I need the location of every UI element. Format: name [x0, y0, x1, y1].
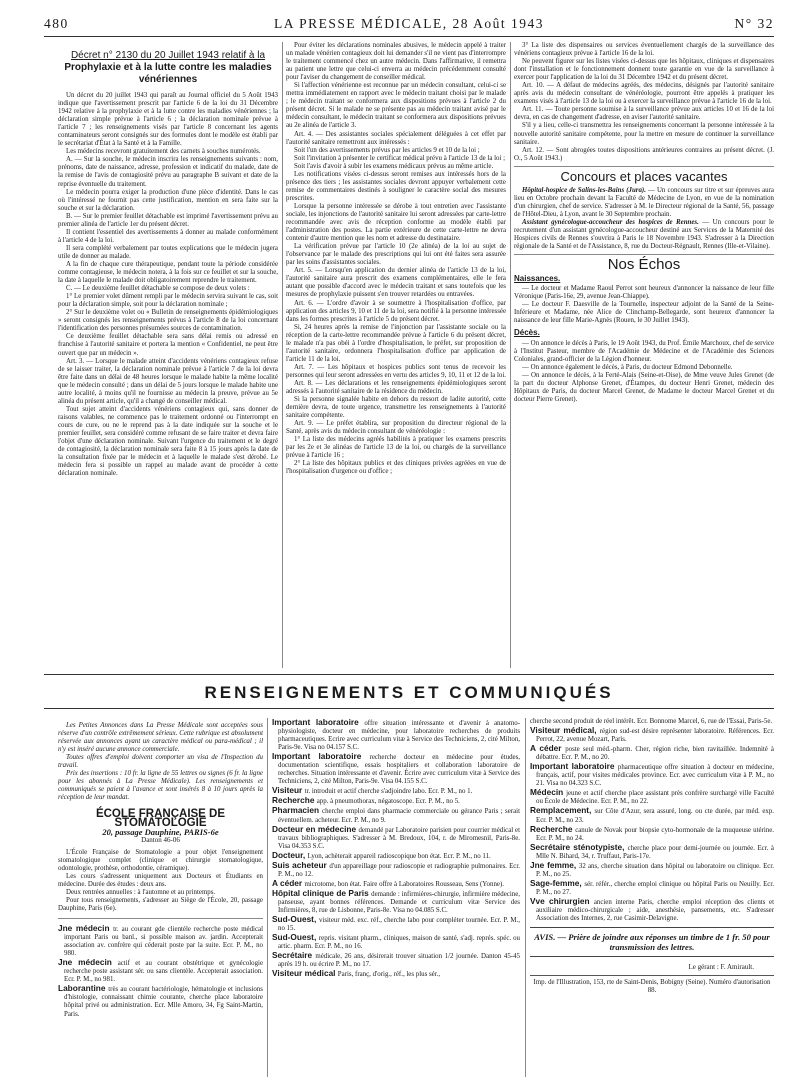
decree-paragraph: Un décret du 20 juillet 1943 qui paraît au Journal officiel du 5 Août 1943 indique que l'avertissement prescrit par l'article 6 de la loi du 31 Décembre 1942 relative à la prophylaxie et à la lutte contre les maladies vénériennes ; la déclaration simple prévue à l'article 6 ; la déclaration nominale prévue à l'article 7 ; les renseignements visés par l'article 8 concernant les agents contaminateurs seront consignés sur des formules dont le modèle est établi par le secrétariat d'État à la Santé et à la Famille.: [58, 92, 278, 148]
decree-paragraph: Soit l'avis d'avoir à subir les examens médicaux prévus au même article.: [294, 162, 494, 170]
classified-ad: [530, 788, 774, 806]
ad-body: recherche docteur en médecine pour études, documentation scientifique, essais hospitaliers et collaboration laboratoire de recherches. Situation intéressante et d'avenir. Écrire avec curriculum vitæ à Service des Techniciens, 2, cité Milton, Paris-9e. Visa 04.155 S.C.: [278, 754, 520, 786]
decree-paragraph: 2° Sur le deuxième volet ou « Bulletin de renseignements épidémiologiques » seront consignés les renseignements prévus à l'article 8 de la loi concernant l'identification des personnes présumées sources de contamination.: [58, 309, 278, 333]
issue-number: N° 32: [734, 16, 774, 31]
classified-ad: [530, 825, 774, 843]
intro-paragraph: Toutes offres d'emploi doivent comporter un visa de l'Inspection du travail.: [58, 754, 263, 770]
decree-paragraph: Les médecins recevront gratuitement des carnets à souches numérotés.: [66, 148, 261, 156]
ad-headline: Hôpital clinique de Paris: [272, 887, 372, 898]
concours-item-head: Assistant gynécologue-accoucheur des hospices de Rennes.: [522, 218, 703, 226]
concours-item-text: — Un concours pour le recrutement d'un assistant gynécologue-accoucheur destiné aux Services de la Maternité des Hospices civils de Rennes s'ouvrira à Paris le 18 Novembre 1943. S'adresser à la Direction régionale de la Santé et de l'Assistance, 8, rue du Docteur-Régnault, Rennes (Ille-et-Vilaine).: [514, 218, 774, 251]
ad-body: repris. visitant pharm., cliniques, maison de santé, s'adj. représ. spéc. ou artic. pharm. Ecr. P. M., no 16.: [278, 935, 520, 951]
section-divider: [58, 918, 263, 919]
ad-body: demandé par Laboratoire parisien pour courrier médical et travaux bibliographiques. S'adresser à M. Bredoux, 104, r. de Miromesnil, Paris-8e. Visa 04.353 S.C.: [278, 826, 520, 850]
school-paragraph: L'École Française de Stomatologie a pour objet l'enseignement stomatologique complet (clinique et chirurgie stomatologique, odontologie, prothèse, orthodontie, céramique).: [58, 848, 263, 872]
page-header: [44, 14, 774, 34]
intro-paragraph: Prix des insertions : 10 fr. la ligne de 55 lettres ou signes (6 fr. la ligne pour les abonnés à La Presse Médicale). Les renseignements et communiqués se paient à l'avance et sont insérés 8 à 10 jours après la réception de leur mandat.: [58, 770, 263, 802]
classified-ad: [530, 806, 774, 824]
decree-paragraph: La vérification prévue par l'article 10 (2e alinéa) de la loi au sujet de l'observance par le malade des prescriptions qui lui ont été faites sera assurée par les soins d'assistantes sociales.: [286, 243, 506, 267]
decree-paragraph: Pour éviter les déclarations nominales abusives, le médecin appelé à traiter un malade vénérien contagieux doit lui demander s'il ne vient pas d'interrompre le traitement commencé chez un autre médecin. Dans l'affirmative, il remettra au patient une lettre que celui-ci enverra au médecin précédemment consulté pour l'aviser du changement de conseiller médical.: [286, 42, 506, 82]
decree-paragraph: Lorsque la personne intéressée se dérobe à tout entretien avec l'assistante sociale, les injonctions de l'autorité sanitaire lui seront adressées par carte-lettre recommandée avec avis de réception conforme au modèle établi par l'administration des postes. La partie extérieure de cette carte-lettre ne devra contenir d'autre mention que les nom et adresse du destinataire.: [286, 202, 506, 243]
decree-paragraph: Tout sujet atteint d'accidents vénériens contagieux qui, sans donner de raisons valables, ne commence pas le traitement ordonné ou l'interrompt en cours de cure, ou ne le reprend pas à la date indiquée sur la souche et le premier feuillet, sera considéré comme refusant de se faire traiter et devra faire l'objet d'une déclaration nominale. Suivant l'urgence du traitement et le degré de contagiosité, la déclaration nominale sera faite 8 à 15 jours après la date de la consultation fixée par le médecin et à laquelle le malade s'est dérobé. Le médecin fera si possible un rappel au malade avant de procéder à cette déclaration nominale.: [58, 405, 278, 478]
gerant-line: Le gérant : F. Amirault.: [688, 963, 754, 972]
decree-paragraph: 2° La liste des hôpitaux publics et des cliniques privées agréées en vue de l'hospitalisation d'urgence ou d'office ;: [286, 460, 506, 476]
decree-paragraph: Si la personne signalée habite en dehors du ressort de ladite autorité, cette dernière devra, de toute urgence, transmettre les renseignements à l'autorité sanitaire compétente.: [286, 396, 506, 420]
decree-paragraph: Art. 8. — Les déclarations et les renseignements épidémiologiques seront adressés à l'autorité sanitaire de la résidence du médecin.: [286, 379, 506, 396]
ad-body: actif et au courant obstétrique et gynécologie recherche poste assistant sér. ou sans clientèle. Accepterait association. Ecr. P. M., no 981.: [64, 960, 263, 984]
section-divider: [514, 254, 774, 255]
ad-body: sér. référ., cherche emploi clinique ou hôpital Paris ou Neuilly. Ecr. P. M., no 27.: [536, 880, 774, 896]
ad-headline: Secrétaire sténotypiste,: [530, 841, 628, 852]
section-rule: [44, 674, 774, 675]
ad-headline: Médecin: [530, 787, 567, 798]
ad-body: sur Côte d'Azur, sera assuré, long. ou cte durée, par méd. exp. Ecr. P. M., no 23.: [536, 808, 774, 824]
naissances-title: Naissances.: [514, 274, 561, 284]
classified-ad: [272, 951, 520, 969]
ad-headline: Recherche: [530, 823, 576, 834]
ad-body: cherche emploi dans pharmacie commerciale ou gérance Paris ; serait éventuellem. acheteur. Ecr. P. M., no 9.: [278, 808, 520, 824]
ad-headline: Visiteur médical,: [530, 725, 600, 736]
school-text: [58, 849, 263, 913]
ad-headline: Important laboratoire: [272, 718, 365, 727]
decree-paragraph: Si, 24 heures après la remise de l'injonction par l'assistante sociale ou la réception de la carte-lettre recommandée prévue à l'article 6 du présent décret, le malade n'a pas obéi à l'ordre d'hospitalisation, le préfet, sur proposition de l'autorité sanitaire, ordonnera l'hospitalisation d'office par application de l'article 11 de la loi.: [286, 323, 506, 363]
decree-paragraph: 1° La liste des médecins agréés habilités à pratiquer les examens prescrits par les 2e et 3e alinéas de l'article 13 de la loi, ou chargés de la surveillance prévue à l'article 16 ;: [286, 436, 506, 460]
ad-body: poste seul méd.-pharm. Cher, région riche, bien ravitaillée. Indemnité à débattre. Ecr. P. M., no 20.: [536, 746, 774, 762]
ad-headline: Docteur,: [272, 849, 308, 860]
decree-paragraph: B. — Sur le premier feuillet détachable est imprimé l'avertissement prévu au premier alinéa de l'article 1er du présent décret.: [58, 212, 278, 228]
deces-item: — On annonce également le décès, à Paris, du docteur Edmond Debonnelle.: [522, 363, 733, 371]
ad-headline: Recherche: [272, 795, 317, 806]
classified-ad: [272, 933, 520, 951]
ad-body: offre situation intéressante et d'avenir à anatomo-physiologiste, docteur en médecine, pour laboratoire recherches de produits pharmaceutiques. Ecrire avec curriculum vitæ à Service des Techniciens, 2, cité Milton, Paris-9e. Visa no 04.157 S.C.: [278, 720, 520, 752]
decree-column-1: [58, 50, 278, 668]
decree-title: Décret n° 2130 du 20 Juillet 1943 relatif à la Prophylaxie et à la lutte contre les maladies vénériennes: [64, 50, 272, 85]
ad-body: pharmaceutique offre situation à docteur en médecine, français, actif, pour visites médicales province. Ecr. avec curriculum vitæ à P. M., no 21. Visa no 04.323 S.C.: [536, 764, 774, 788]
decree-paragraph: Art. 12. — Sont abrogées toutes dispositions antérieures contraires au présent décret. (J. O., 5 Août 1943.): [514, 146, 774, 162]
naissance-item: — Le docteur F. Daesville de la Tournelle, inspecteur adjoint de la Santé de la Seine-Inférieure et Madame, née Alice de Clinchamp-Bellegarde, sont heureux d'annoncer la naissance de leur fille Marie-Agnès (Rouen, le 30 Juillet 1943).: [514, 301, 774, 325]
ad-body: d'un appareillage pour radioscopie et radiographie pulmonaires. Ecr. P. M., no 12.: [278, 862, 520, 878]
decree-paragraph: Ne peuvent figurer sur les listes visées ci-dessus que les hôpitaux, cliniques et dispensaires dont l'installation et le fonctionnement donnent toute garantie en vue de la surveillance à exercer pour l'application de la loi du 31 Décembre 1942 et du présent décret.: [514, 58, 774, 82]
deces-item: — On annonce le décès à Paris, le 19 Août 1943, du Prof. Émile Marchoux, chef de service à l'Institut Pasteur, membre de l'Académie de Médecine et de l'Académie des Sciences Coloniales, grand-officier de la Légion d'honneur.: [514, 339, 774, 363]
decree-paragraph: Art. 7. — Les hôpitaux et hospices publics sont tenus de recevoir les personnes qui leur seront adressées en vertu des articles 9, 10, 11 et 12 de la loi.: [286, 363, 506, 379]
decree-paragraph: C. — Le deuxième feuillet détachable se compose de deux volets :: [66, 285, 250, 293]
ad-headline: Important laboratoire: [272, 751, 370, 762]
classified-ad: [272, 718, 520, 752]
decree-paragraph: Soit l'un des avertissements prévus par les articles 9 et 10 de la loi ;: [294, 146, 480, 154]
imprimerie-line: Imp. de l'Illustration, 153, rte de Saint-Denis, Bobigny (Seine). Numéro d'autorisation 88.: [530, 975, 774, 995]
classified-ad: [272, 752, 520, 786]
classified-ad: [530, 897, 774, 923]
classified-ad: [530, 861, 774, 879]
concours-title: Concours et places vacantes: [560, 168, 728, 184]
ad-headline: Laborantine: [58, 983, 109, 994]
ad-body: tr. au courant gde clientèle recherche poste médical important Paris ou banl., si possible maison av. jardin. Accepterait association av. confrère qui céderait poste par la suite. Ecr. P. M., no 980.: [64, 926, 263, 958]
naissance-item: — Le docteur et Madame Raoul Perrot sont heureux d'annoncer la naissance de leur fille Véronique (Paris-16e, 29, avenue Jean-Chiappe).: [514, 285, 774, 301]
decree-paragraph: Il contient l'essentiel des avertissements à donner au malade conformément à l'article 4 de la loi.: [58, 228, 278, 244]
ad-headline: Visiteur: [272, 785, 305, 796]
classified-ad: [530, 744, 774, 762]
ad-headline: Jne femme,: [530, 859, 579, 870]
ad-headline: Jne médecin: [58, 923, 114, 934]
ad-body: médicale, 26 ans, désirerait trouver situation 1/2 journée. Danton 45-45 après 19 h. ou écrire P. M., no 17.: [278, 953, 520, 969]
decree-paragraph: S'il y a lieu, celle-ci transmettra les renseignements concernant la personne intéressée à la nouvelle autorité sanitaire compétente, pour la mettre en mesure de continuer la surveillance sanitaire.: [514, 122, 774, 146]
decree-paragraph: Art. 6. — L'ordre d'avoir à se soumettre à l'hospitalisation d'office, par application des articles 9, 10 et 11 de la loi, sera notifié à la personne intéressée dans les formes prescrites à l'article 5 du présent décret.: [286, 299, 506, 323]
decree-paragraph: Il sera complété verbalement par toutes explications que le médecin jugera utile de donner au malade.: [58, 244, 278, 260]
deces-list: [514, 340, 774, 404]
ad-headline: Secrétaire: [272, 950, 316, 961]
ad-headline: Suis acheteur: [272, 859, 330, 870]
ad-body: visiteur méd. exc. réf., cherche labo pour compléter tournée. Ecr. P. M., no 15.: [278, 917, 520, 933]
ad-headline: Vve chirurgien: [530, 895, 594, 906]
classified-ad: [58, 984, 263, 1018]
classifieds-column-1: [58, 722, 263, 1077]
ads-column-3: [530, 726, 774, 923]
ad-headline: Sud-Ouest,: [272, 932, 319, 943]
ads-column-2: [272, 718, 520, 979]
avis-notice: AVIS. — Prière de joindre aux réponses un timbre de 1 fr. 50 pour transmission des lettres.: [530, 927, 774, 957]
journal-title: LA PRESSE MÉDICALE, 28 Août 1943: [273, 16, 545, 31]
ad-body: très au courant bactériologie, hématologie et inclusions d'histologie, connaissant chimie courante, cherche place laboratoire hôpital privé ou administration. Ecr. Mlle Amoro, 34, Fg Saint-Martin, Paris.: [64, 986, 263, 1018]
classified-ad: [530, 879, 774, 897]
classified-ad: [530, 843, 774, 861]
ad-body: cherche place pour demi-journée ou journée. Ecr. à Mlle N. Bihard, 34, r. Truffaut, Paris-17e.: [536, 844, 774, 860]
decree-column-2: [286, 42, 506, 668]
ad-body: microtome, bon état. Faire offre à Laboratoires Rousseau, Sens (Yonne).: [304, 880, 504, 888]
decree-paragraph: Art. 3. — Lorsque le malade atteint d'accidents vénériens contagieux refuse de se laisser traiter, la déclaration nominale prévue à l'article 7 de la loi devra être faite dans un délai de 48 heures lorsque le malade habite la même localité que le médecin consulté ; dans un délai de 5 jours lorsque le malade habite une autre localité, à moins qu'il ne fournisse au médecin la preuve, prévue au 5e alinéa du présent article, qu'il a changé de conseiller médical.: [58, 357, 278, 405]
ad-body: canule de Novak pour biopsie cyto-hormonale de la muqueuse utérine. Ecr. P. M., no 24.: [536, 826, 774, 842]
deces-title: Décès.: [514, 328, 540, 338]
school-address: 20, passage Dauphine, PARIS-6e: [102, 826, 219, 837]
concours-list: [514, 187, 774, 251]
classifieds-intro: [58, 722, 263, 802]
decree-paragraph: A la fin de chaque cure thérapeutique, pendant toute la période considérée comme contagieuse, le médecin notera, à la fois sur ce feuillet et sur la souche, la date à laquelle le malade doit obligatoirement reprendre le traitement.: [58, 260, 278, 285]
concours-item-head: Hôpital-hospice de Salins-les-Bains (Jura).: [522, 186, 648, 194]
school-title: ÉCOLE FRANÇAISE DE STOMATOLOGIE: [95, 808, 226, 829]
header-rule: [44, 36, 774, 37]
column-divider: [510, 42, 511, 668]
classified-ad: [58, 924, 263, 958]
classified-ad: [272, 889, 520, 915]
intro-paragraph: Les Petites Annonces dans La Presse Médicale sont acceptées sous réserve d'un contrôle extrêmement sérieux. Cette rubrique est absolument réservée aux annonces ayant un caractère médical ou para-médical ; il n'y est inséré aucune annonce commerciale.: [58, 722, 263, 754]
ad-headline: Pharmacien: [272, 805, 323, 816]
ad-body: ancien interne Paris, cherche emploi réception des clients et auxiliaire médico-chirurgicale ; aide, anesthésie, pansements, etc. S'adresser Association des Internes, 2, rue Casimir-Delavigne.: [536, 898, 774, 923]
ad-body: région sud-est désire représenter laboratoire. Références. Ecr. Perrot, 22, avenue Mozart, Paris.: [536, 728, 774, 744]
decree-paragraph: Art. 11. — Toute personne soumise à la surveillance prévue aux articles 10 et 16 de la loi devra, en cas de changement d'adresse, en aviser l'autorité sanitaire.: [514, 106, 774, 122]
deces-item: — On annonce le décès, à la Ferté-Alais (Seine-et-Oise), de Mme veuve Jules Grenet (de la part du docteur Alphonse Grenet, d'Étampes, du docteur Henri Grenet, médecin des Hôpitaux de Paris, du docteur Marcel Grenet, de Madame le docteur Marcel Grenet et du docteur Pierre Grenet).: [514, 371, 774, 403]
ad-body: demande : infirmières-chirurgie, infirmière médecine, panseuse, ayant bonnes références. Demande et curriculum vitæ Service des Infirmières, 8, rue de Lisbonne, Paris-8e. Visa no 04.085 S.C.: [278, 890, 520, 914]
classified-ad: [530, 726, 774, 744]
ad-headline: Sud-Ouest,: [272, 914, 319, 925]
ads-column-1: [58, 924, 263, 1019]
classifieds-column-3: [530, 718, 774, 1077]
decree-paragraph: Ce deuxième feuillet détachable sera sans délai remis ou adressé en franchise à l'autorité sanitaire et portera la mention « Confidentiel, ne peut être ouvert que par un médecin ».: [58, 333, 278, 357]
ad-body: tr. introduit et actif cherche s'adjoindre labo. Ecr. P. M., no 1.: [304, 788, 473, 796]
decree-paragraph: Art. 5. — Lorsqu'en application du dernier alinéa de l'article 13 de la loi, l'autorité sanitaire aura prescrit des examens complémentaires, elle le fera autant que possible d'accord avec le médecin traitant et sans toutefois que les mesures de prophylaxie puissent s'en trouver retardées ou entravées.: [286, 267, 506, 299]
classified-ad: [272, 861, 520, 879]
echos-title: Nos Échos: [607, 256, 681, 274]
decree-paragraph: 3° La liste des dispensaires ou services éventuellement chargés de la surveillance des vénériens contagieux prévue à l'article 16 de la loi.: [514, 42, 774, 58]
ad-headline: Important laboratoire: [530, 761, 618, 772]
classified-ad: [272, 825, 520, 851]
school-paragraph: Les cours s'adressent uniquement aux Docteurs et Étudiants en médecine. Durée des études : deux ans.: [58, 872, 263, 888]
classified-ad: [530, 762, 774, 788]
school-paragraph: Deux rentrées annuelles : à l'automne et au printemps.: [66, 888, 216, 896]
naissances-list: [514, 285, 774, 325]
ad-headline: A céder: [272, 877, 305, 888]
right-column: [514, 42, 774, 668]
ad-headline: Docteur en médecine: [272, 823, 359, 834]
ad-headline: Visiteur médical: [272, 968, 338, 979]
section-rule: [44, 708, 774, 709]
column-divider: [267, 718, 268, 1077]
concours-item: [514, 219, 774, 251]
ad-continuation: cherche second produit de réel intérêt. Ecr. Bonnome Marcel, 6, rue de l'Essai, Paris-5e.: [530, 718, 773, 725]
classified-ad: [272, 915, 520, 933]
concours-item-text: — Un concours sur titre et sur épreuves aura lieu en Octobre prochain devant la Faculté de Médecine de Lyon, en vue de la nomination d'un chirurgien, chef de service. S'adresser à M. le Directeur régional de la Santé, 56, passage de l'Hôtel-Dieu, à Lyon, avant le 30 Septembre prochain.: [514, 186, 774, 218]
ad-body: 32 ans, cherche situation dans hôpital ou laboratoire ou clinique. Ecr. P. M., no 25.: [536, 862, 774, 878]
concours-item: [514, 187, 774, 219]
decree-paragraph: Le médecin pourra exiger la production d'une pièce d'identité. Dans le cas où l'intéressé ne fournit pas cette justification, mention en sera faite sur la souche et sur la déclaration.: [58, 188, 278, 212]
page-number: 480: [44, 16, 69, 31]
ad-headline: Jne médecin: [58, 957, 118, 968]
decree-paragraph: Art. 9. — Le préfet établira, sur proposition du directeur régional de la Santé, après avis du médecin consultant de vénéréologie :: [286, 420, 506, 436]
ad-body: app. à pneumothorax, négatoscope. Ecr. P. M., no 5.: [316, 798, 460, 806]
classified-ad: [272, 806, 520, 824]
classified-ad: [58, 958, 263, 984]
decree-col3-text: [514, 42, 774, 163]
decree-paragraph: Art. 10. — A défaut de médecins agréés, des médecins, désignés par l'autorité sanitaire après avis du médecin consultant de vénéréologie, pourront être appelés à pratiquer les examens visés à l'article 13 de la loi ou à exercer la surveillance prévue à l'article 16 de la loi.: [514, 82, 774, 106]
school-paragraph: Pour tous renseignements, s'adresser au Siège de l'École, 20, passage Dauphine, Paris (6e).: [58, 896, 263, 912]
classified-ad: [272, 969, 520, 979]
column-divider: [282, 42, 283, 668]
decree-paragraph: A. — Sur la souche, le médecin inscrira les renseignements suivants : nom, prénoms, date de naissance, adresse, profession et indicatif du malade, date de la remise de l'avis de contagiosité prévu au paragraphe B suivant et date de la reprise éventuelle du traitement.: [58, 156, 278, 188]
ad-headline: Sage-femme,: [530, 877, 585, 888]
school-phone: Danton 46-06: [141, 835, 180, 844]
decree-paragraph: 1° Le premier volet dûment rempli par le médecin servira suivant le cas, soit pour la déclaration simple, soit pour la déclaration nominale ;: [58, 293, 278, 309]
ad-body: Paris, franç, d'orig., réf., les plus sér.,: [337, 971, 441, 979]
renseignements-title: RENSEIGNEMENTS ET COMMUNIQUÉS: [204, 683, 614, 702]
decree-paragraph: Si l'affection vénérienne est reconnue par un médecin consultant, celui-ci se mettra immédiatement en rapport avec le médecin traitant choisi par le malade ; le médecin traitant se conformera aux dispositions prévues à l'article 2 du présent décret. Si le malade ne se présente pas au médecin traitant avisé par le médecin consultant, le médecin traitant se conformera aux dispositions prévues au 2e alinéa de l'article 3.: [286, 82, 506, 130]
column-divider: [525, 718, 526, 1077]
ad-body: Lyon, achèterait appareil radioscopique bon état. Ecr. P. M., no 11.: [307, 852, 491, 860]
ad-body: jeune et actif cherche place assistant près confrère surchargé ville Faculté ou École de Médecine. Ecr. P. M., no 22.: [536, 790, 774, 806]
classifieds-column-2: [272, 718, 520, 1077]
decree-col2-text: [286, 42, 506, 477]
decree-paragraph: Les notifications visées ci-dessus seront remises aux intéressés hors de la présence des tiers ; les assistantes sociales devront appuyer verbalement cette remise de commentaires destinés à souligner le caractère social des mesures prescrites.: [286, 170, 506, 202]
ad-headline: Remplacement,: [530, 805, 595, 816]
ad-headline: A céder: [530, 743, 566, 754]
decree-paragraph: Art. 4. — Des assistantes sociales spécialement déléguées à cet effet par l'autorité sanitaire remettront aux intéressés :: [286, 130, 506, 146]
decree-col1-text: [58, 92, 278, 478]
decree-paragraph: Soit l'invitation à présenter le certificat médical prévu à l'article 13 de la loi ;: [294, 154, 506, 162]
section-divider: [514, 166, 774, 167]
